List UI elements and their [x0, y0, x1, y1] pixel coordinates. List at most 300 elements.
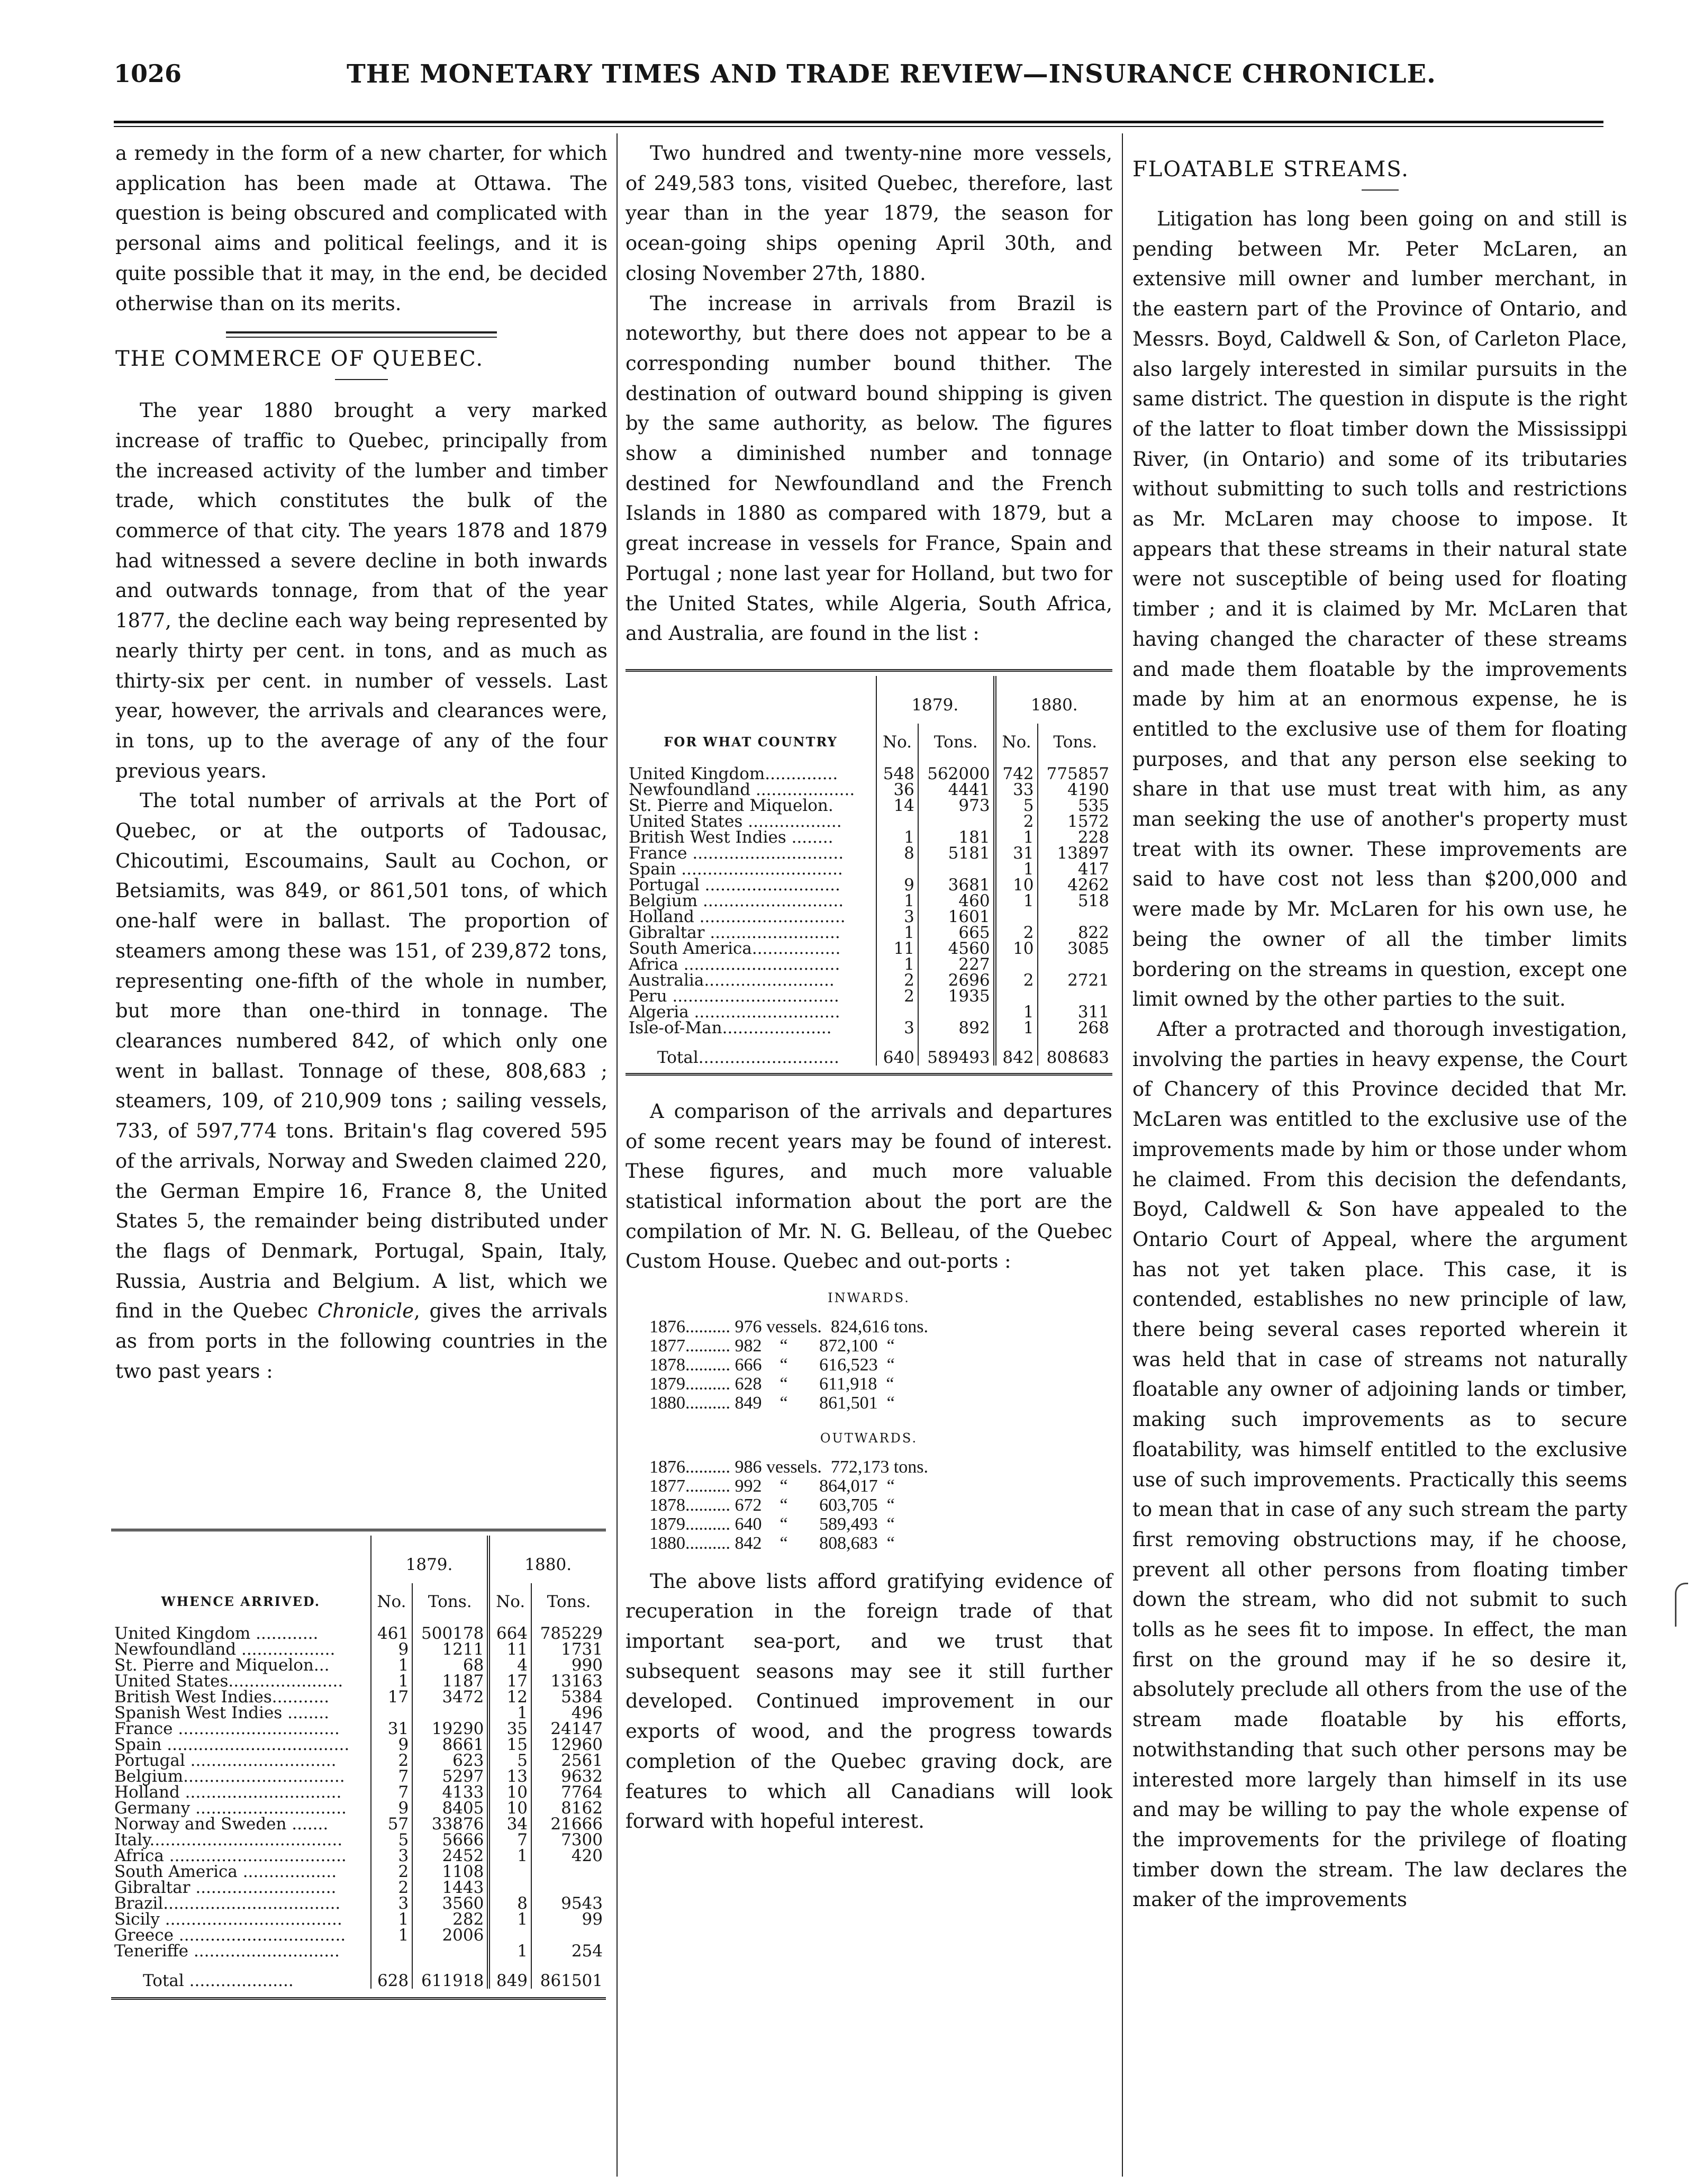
cell-t2: 496 — [531, 1705, 606, 1721]
whence-arrived-label: WHENCE ARRIVED. — [161, 1594, 321, 1609]
cell-t2: 268 — [1038, 1020, 1112, 1036]
cell-n1: 548 — [876, 766, 918, 782]
table-row — [626, 925, 1112, 941]
cell-t1: 2696 — [918, 972, 995, 988]
cell-n2: 35 — [488, 1721, 531, 1737]
cell-n2 — [488, 1927, 531, 1943]
cell-n2: 1 — [995, 893, 1038, 909]
cell-n2: 8 — [488, 1896, 531, 1911]
cell-t1: 665 — [918, 925, 995, 941]
cell-country: Norway and Sweden ....... — [114, 1815, 329, 1834]
cell-t2: 254 — [531, 1943, 606, 1959]
cell-n1: 1 — [371, 1673, 413, 1689]
cell-n2: 12 — [488, 1689, 531, 1705]
cell-n1: 31 — [371, 1721, 413, 1737]
cell-t2: 13163 — [531, 1673, 606, 1689]
cell-n1: 7 — [371, 1768, 413, 1784]
cell-t2 — [1038, 956, 1112, 972]
cell-t2: 1731 — [531, 1641, 606, 1657]
cell-t1: 3560 — [412, 1896, 488, 1911]
table-row — [626, 766, 1112, 782]
margin-bracket-mark — [1675, 1583, 1688, 1627]
tons-header-1879: Tons. — [412, 1583, 488, 1626]
inwards-line: 1880.......... 849 “ 861,501 “ — [649, 1393, 895, 1413]
cell-t2: 518 — [1038, 893, 1112, 909]
cell-n1: 5 — [371, 1832, 413, 1848]
cell-country: Portugal ............................ — [114, 1751, 337, 1770]
cell-n1: 17 — [371, 1689, 413, 1705]
cell-n1: 1 — [371, 1657, 413, 1673]
cell-n2: 2 — [995, 972, 1038, 988]
cell-t1: 1601 — [918, 909, 995, 925]
table-row — [626, 861, 1112, 877]
table-row — [626, 1020, 1112, 1036]
table-row — [111, 1784, 606, 1800]
header-rule — [114, 121, 1603, 123]
table-row — [626, 798, 1112, 814]
cell-t1: 1108 — [412, 1864, 488, 1880]
total-row — [626, 1036, 1112, 1066]
comparison-paragraph: A comparison of the arrivals and departures of some recent years may be found of interest. These figures, and much more valuable statistical information about the port are the compilation of Mr. N. G. Belleau, of the Quebec Custom House. Quebec and out-ports : — [626, 1099, 1112, 1273]
cell-n2: 664 — [488, 1626, 531, 1641]
cell-t2: 21666 — [531, 1816, 606, 1832]
cell-n1: 1 — [876, 893, 918, 909]
cell-n2: 1 — [995, 1004, 1038, 1020]
cell-t1: 892 — [918, 1020, 995, 1036]
cell-n1: 9 — [371, 1800, 413, 1816]
table-bottom-rule — [111, 1997, 606, 2003]
total-label: Total........................... — [657, 1048, 839, 1067]
cell-n1: 461 — [371, 1626, 413, 1641]
cell-n1: 1 — [876, 956, 918, 972]
cell-country: France ............................... — [114, 1719, 340, 1738]
tons-header-1880: Tons. — [531, 1583, 606, 1626]
cell-country: Belgium............................... — [114, 1767, 345, 1786]
cell-t1: 68 — [412, 1657, 488, 1673]
column-2 — [626, 139, 1112, 1837]
cell-t1: 500178 — [412, 1626, 488, 1641]
arrivals-table-body — [111, 1626, 606, 1989]
outwards-line: 1876.......... 986 vessels. 772,173 tons. — [649, 1457, 928, 1477]
cell-t1: 1211 — [412, 1641, 488, 1657]
cell-n1: 3 — [876, 909, 918, 925]
cell-t1: 5297 — [412, 1768, 488, 1784]
cell-t2 — [531, 1927, 606, 1943]
cell-n1: 2 — [876, 988, 918, 1004]
table-row — [111, 1657, 606, 1673]
total-label: Total .................... — [143, 1971, 294, 1990]
cell-country: Brazil.................................. — [114, 1894, 341, 1913]
cell-country: Italy..................................... — [114, 1830, 343, 1849]
cell-country: Gibraltar ......................... — [629, 923, 840, 942]
cell-t1: 562000 — [918, 766, 995, 782]
table-row — [111, 1768, 606, 1784]
table-row — [111, 1705, 606, 1721]
table-row — [111, 1911, 606, 1927]
cell-n2 — [488, 1880, 531, 1896]
cell-n2: 742 — [995, 766, 1038, 782]
cell-n2: 33 — [995, 782, 1038, 798]
cell-t1 — [918, 1004, 995, 1020]
cell-n1 — [371, 1943, 413, 1959]
cell-t2: 7300 — [531, 1832, 606, 1848]
cell-n2: 7 — [488, 1832, 531, 1848]
cell-t1: 181 — [918, 829, 995, 845]
table-row — [111, 1673, 606, 1689]
cell-t2: 7764 — [531, 1784, 606, 1800]
cell-n1: 11 — [876, 941, 918, 956]
cell-n1: 3 — [371, 1896, 413, 1911]
table-row — [626, 988, 1112, 1004]
cell-n1: 57 — [371, 1816, 413, 1832]
floatable-paragraph-2: After a protracted and thorough investigation, involving the parties in heavy expense, the Court of Chancery of this Province decided that Mr. McLaren was entitled to the exclusive use of the improvements made by him or those under whom he claimed. From this decision the defendants, Boyd, Caldwell & Son have appealed to the Ontario Court of Appeal, where the argument has not yet taken place. This case, it is contended, establishes no new principle of law, there being several cases reported wherein it was held that in case of streams not naturally floatable any owner of adjoining lands or timber, making such improvements as to secure floatability, was himself entitled to the exclusive use of such improvements. Practically this seems to mean that in case of any such stream the party first removing obstructions may, if he choose, prevent all other persons from floating timber down the stream, who did not submit to such tolls as he sees fit to impose. In effect, the man first on the ground may if he so desire it, absolutely preclude all others from the use of the stream made floatable by his efforts, notwithstanding that such other persons may be interested more largely than himself in its use and may be willing to pay the whole expense of the improvements for the privilege of floating timber down the stream. The law declares the maker of the improvements — [1132, 1017, 1627, 1911]
table-row — [111, 1626, 606, 1641]
table-row — [111, 1848, 606, 1864]
t2-year-1880-header: 1880. — [995, 676, 1112, 724]
table-row — [626, 909, 1112, 925]
cell-country: Africa .............................. — [629, 954, 840, 974]
table-row — [111, 1689, 606, 1705]
cell-n2: 15 — [488, 1737, 531, 1753]
cell-n2: 1 — [995, 829, 1038, 845]
cell-n2: 13 — [488, 1768, 531, 1784]
cell-n1: 2 — [876, 972, 918, 988]
cell-t1: 4560 — [918, 941, 995, 956]
cell-country: Algeria ............................ — [629, 1002, 840, 1022]
cell-t1: 460 — [918, 893, 995, 909]
table-row — [626, 1004, 1112, 1020]
no-header-1880: No. — [488, 1583, 531, 1626]
cell-country: Teneriffe ............................ — [114, 1942, 340, 1961]
cell-country: Gibraltar ........................... — [114, 1878, 337, 1897]
total-t1: 611918 — [412, 1959, 488, 1989]
outwards-line: 1877.......... 992 “ 864,017 “ — [649, 1476, 895, 1496]
table-row — [111, 1832, 606, 1848]
cell-n1: 1 — [876, 925, 918, 941]
commerce-paragraph-1: The year 1880 brought a very marked increase of traffic to Quebec, principally from the increased activity of the lumber and timber trade, which constitutes the bulk of the commerce of that city. The years 1878 and 1879 had witnessed a severe decline in both inwards and outwards tonnage, from that of the year 1877, the decline each way being represented by nearly thirty per cent. in tons, and as much as thirty-six per cent. in number of vessels. Last year, however, the arrivals and clearances were, in tons, up to the average of any of the four previous years. — [115, 399, 608, 782]
cell-n1: 9 — [371, 1737, 413, 1753]
total-row — [111, 1959, 606, 1989]
table-row — [626, 829, 1112, 845]
closing-paragraph: The above lists afford gratifying evidence of recuperation in the foreign trade of that important sea-port, and we trust that subsequent seasons may see it still further developed. Continued improvement in our exports of wood, and the progress towards completion of the Quebec graving dock, are features to which all Canadians will look forward with hopeful interest. — [626, 1569, 1112, 1833]
cell-n2: 31 — [995, 845, 1038, 861]
table-top-rule — [111, 1529, 606, 1536]
column-3 — [1132, 154, 1627, 1915]
cell-t1: 1935 — [918, 988, 995, 1004]
cell-n1 — [371, 1705, 413, 1721]
table-row — [626, 814, 1112, 829]
cell-country: Spain ............................... — [629, 859, 843, 879]
article-title-floatable: FLOATABLE STREAMS. — [1132, 157, 1409, 182]
table-row — [111, 1864, 606, 1880]
cell-country: Holland .............................. — [114, 1783, 342, 1802]
cell-n1: 1 — [371, 1911, 413, 1927]
cell-n2: 10 — [995, 941, 1038, 956]
cell-country: Africa .................................. — [114, 1846, 347, 1865]
cell-t2: 99 — [531, 1911, 606, 1927]
cell-n1: 2 — [371, 1864, 413, 1880]
cell-country: St. Pierre and Miquelon. — [629, 796, 833, 815]
cell-t1: 623 — [412, 1753, 488, 1768]
cell-t1: 1187 — [412, 1673, 488, 1689]
header-rule-thin — [114, 126, 1603, 127]
outwards-line: 1880.......... 842 “ 808,683 “ — [649, 1533, 895, 1553]
cell-country: France ............................. — [629, 843, 844, 863]
cell-n2: 11 — [488, 1641, 531, 1657]
total-t2: 808683 — [1038, 1036, 1112, 1066]
cell-t1: 2006 — [412, 1927, 488, 1943]
cell-country: Greece ................................ — [114, 1926, 346, 1945]
inwards-line: 1879.......... 628 “ 611,918 “ — [649, 1374, 894, 1394]
destinations-table — [626, 669, 1112, 1079]
cell-t1: 973 — [918, 798, 995, 814]
outwards-line: 1878.......... 672 “ 603,705 “ — [649, 1495, 895, 1515]
cell-n2: 1 — [488, 1848, 531, 1864]
total-n1: 640 — [876, 1036, 918, 1066]
total-t2: 861501 — [531, 1959, 606, 1989]
cell-t2: 3085 — [1038, 941, 1112, 956]
t2-no-header-1880: No. — [995, 724, 1038, 766]
cell-t1: 5181 — [918, 845, 995, 861]
total-n2: 842 — [995, 1036, 1038, 1066]
cell-n1 — [876, 814, 918, 829]
cell-t2: 420 — [531, 1848, 606, 1864]
cell-t1: 8405 — [412, 1800, 488, 1816]
t2-tons-header-1880: Tons. — [1038, 724, 1112, 766]
cell-country: Peru ................................ — [629, 986, 839, 1006]
cell-t2: 990 — [531, 1657, 606, 1673]
arrivals-table — [111, 1529, 606, 2003]
cell-n1: 14 — [876, 798, 918, 814]
cell-n2: 34 — [488, 1816, 531, 1832]
table-row — [626, 956, 1112, 972]
cell-t2: 8162 — [531, 1800, 606, 1816]
cell-n2: 1 — [488, 1943, 531, 1959]
cell-t1: 1443 — [412, 1880, 488, 1896]
cell-n2 — [995, 956, 1038, 972]
table-row — [111, 1737, 606, 1753]
table-row — [111, 1927, 606, 1943]
cell-country: Spanish West Indies ........ — [114, 1703, 329, 1722]
commerce-paragraph-2-end: , gives the arrivals as from ports in the following countries in the two past years : — [115, 1299, 608, 1383]
cell-t1: 3472 — [412, 1689, 488, 1705]
cell-n2: 2 — [995, 925, 1038, 941]
table-row — [111, 1800, 606, 1816]
article-title-commerce: THE COMMERCE OF QUEBEC. — [115, 347, 484, 372]
cell-n1: 9 — [876, 877, 918, 893]
column-divider-2 — [1122, 133, 1123, 2177]
intro-paragraph: a remedy in the form of a new charter, for which application has been made at Ottawa. The question is being obscured and complicated with personal aims and political feelings, and it is quite possible that it may, in the end, be decided otherwise than on its merits. — [115, 142, 608, 315]
cell-n2: 17 — [488, 1673, 531, 1689]
cell-country: Germany ............................. — [114, 1799, 347, 1818]
page-number: 1026 — [114, 59, 182, 88]
cell-t2: 2721 — [1038, 972, 1112, 988]
table-corner — [111, 1536, 371, 1583]
cell-t2: 311 — [1038, 1004, 1112, 1020]
cell-n2: 10 — [488, 1784, 531, 1800]
cell-t1: 4133 — [412, 1784, 488, 1800]
table-row — [111, 1641, 606, 1657]
cell-n2: 10 — [488, 1800, 531, 1816]
cell-country: Spain ................................... — [114, 1735, 350, 1754]
cell-country: South America .................. — [114, 1862, 337, 1881]
table-row — [111, 1721, 606, 1737]
arrivals-data-table — [111, 1536, 606, 1989]
cell-t1: 3681 — [918, 877, 995, 893]
cell-n2 — [488, 1864, 531, 1880]
cell-t1: 5666 — [412, 1832, 488, 1848]
cell-t2: 417 — [1038, 861, 1112, 877]
cell-t2: 9543 — [531, 1896, 606, 1911]
table-row — [626, 941, 1112, 956]
table2-corner — [626, 676, 876, 724]
table-row — [111, 1896, 606, 1911]
vessels-paragraph: Two hundred and twenty-nine more vessels, of 249,583 tons, visited Quebec, therefore, last year than in the year 1879, the season for ocean-going ships opening April 30th, and closing November 27th, 1880. — [626, 142, 1112, 285]
t2-no-header-1879: No. — [876, 724, 918, 766]
cell-t2: 775857 — [1038, 766, 1112, 782]
cell-n2: 1 — [995, 861, 1038, 877]
cell-n1: 7 — [371, 1784, 413, 1800]
cell-t1: 19290 — [412, 1721, 488, 1737]
cell-t2: 12960 — [531, 1737, 606, 1753]
cell-n2 — [995, 909, 1038, 925]
total-n2: 849 — [488, 1959, 531, 1989]
cell-country: Belgium ........................... — [629, 891, 844, 910]
cell-n1: 8 — [876, 845, 918, 861]
section-divider — [226, 331, 497, 338]
cell-n2: 1 — [488, 1705, 531, 1721]
for-what-country-label: FOR WHAT COUNTRY — [664, 734, 838, 750]
cell-t1 — [412, 1943, 488, 1959]
table2-bottom-rule — [626, 1073, 1112, 1079]
commerce-paragraph-2 — [115, 786, 608, 1386]
cell-t1: 4441 — [918, 782, 995, 798]
cell-t1 — [412, 1705, 488, 1721]
table-row — [626, 782, 1112, 798]
cell-country: United States .................. — [629, 811, 842, 831]
floatable-paragraph-1: Litigation has long been going on and still is pending between Mr. Peter McLaren, an extensive mill owner and lumber merchant, in the eastern part of the Province of Ontario, and Messrs. Boyd, Caldwell & Son, of Carleton Place, also largely interested in similar pursuits in the same district. The question in dispute is the right of the latter to float timber down the Mississippi River, (in Ontario) and some of its tributaries without submitting to such tolls and restrictions as Mr. McLaren may choose to impose. It appears that these streams in their natural state were not susceptible of being used for floating timber ; and it is claimed by Mr. McLaren that having changed the character of these streams and made them floatable by the improvements made by him at an enormous expense, he is entitled to the exclusive use of them for floating purposes, and that any person else seeking to share in that use must treat with him, as any man seeking the use of another's property must treat with its owner. These improvements are said to have cost not less than $200,000 and were made by Mr. McLaren for his own use, he being the owner of all the timber limits bordering on the streams in question, except one limit owned by the other parties to the suit. — [1132, 207, 1627, 1011]
cell-t1 — [918, 861, 995, 877]
running-title: THE MONETARY TIMES AND TRADE REVIEW—INSURANCE CHRONICLE. — [347, 59, 1436, 89]
table-row — [111, 1753, 606, 1768]
cell-n1: 3 — [876, 1020, 918, 1036]
cell-t2: 785229 — [531, 1626, 606, 1641]
cell-t2 — [1038, 988, 1112, 1004]
cell-t2: 228 — [1038, 829, 1112, 845]
inwards-label: INWARDS. — [828, 1290, 910, 1306]
column-divider-1 — [617, 133, 618, 2177]
title-rule-3 — [1362, 189, 1399, 191]
table-row — [111, 1943, 606, 1959]
cell-n2: 2 — [995, 814, 1038, 829]
cell-country: Portugal .......................... — [629, 875, 840, 895]
t2-year-1879-header: 1879. — [876, 676, 994, 724]
cell-n1 — [876, 1004, 918, 1020]
cell-country: United States...................... — [114, 1672, 343, 1691]
cell-n2: 1 — [995, 1020, 1038, 1036]
cell-country: United Kingdom.............. — [629, 764, 838, 783]
cell-t1: 8661 — [412, 1737, 488, 1753]
cell-t2: 4262 — [1038, 877, 1112, 893]
table-row — [111, 1880, 606, 1896]
cell-n2: 1 — [488, 1911, 531, 1927]
inwards-line: 1878.......... 666 “ 616,523 “ — [649, 1355, 895, 1375]
table-row — [626, 845, 1112, 861]
cell-n1: 2 — [371, 1753, 413, 1768]
destinations-data-table — [626, 676, 1112, 1066]
cell-n2: 4 — [488, 1657, 531, 1673]
cell-country: Holland ............................ — [629, 907, 846, 926]
cell-t2: 24147 — [531, 1721, 606, 1737]
outwards-list — [626, 1458, 1112, 1553]
cell-country: South America................. — [629, 938, 841, 958]
cell-country: Australia......................... — [629, 970, 835, 990]
no-header-1879: No. — [371, 1583, 413, 1626]
inwards-line: 1876.......... 976 vessels. 824,616 tons. — [649, 1316, 928, 1337]
table-row — [111, 1816, 606, 1832]
cell-t2: 822 — [1038, 925, 1112, 941]
cell-n2: 10 — [995, 877, 1038, 893]
cell-country: Isle-of-Man..................... — [629, 1018, 832, 1037]
cell-n1: 1 — [371, 1927, 413, 1943]
cell-n1: 9 — [371, 1641, 413, 1657]
cell-country: United Kingdom ............ — [114, 1624, 319, 1643]
cell-country: Newfoundland ................... — [629, 780, 855, 799]
cell-n1: 1 — [876, 829, 918, 845]
inwards-list — [626, 1317, 1112, 1413]
cell-country: Sicily .................................. — [114, 1910, 342, 1929]
cell-t2: 4190 — [1038, 782, 1112, 798]
cell-n2 — [995, 988, 1038, 1004]
year-1879-header: 1879. — [371, 1536, 489, 1583]
brazil-paragraph: The increase in arrivals from Brazil is noteworthy, but there does not appear to be a corresponding number bound thither. The destination of outward bound shipping is given by the same authority, as below. The figures show a diminished number and tonnage destined for Newfoundland and the French Islands in 1880 as compared with 1879, but a great increase in vessels for France, Spain and Portugal ; none last year for Holland, but two for the United States, while Algeria, South Africa, and Australia, are found in the list : — [626, 292, 1112, 645]
cell-t2: 9632 — [531, 1768, 606, 1784]
cell-country: British West Indies ........ — [629, 827, 833, 847]
cell-t1: 2452 — [412, 1848, 488, 1864]
cell-t2 — [531, 1864, 606, 1880]
chronicle-title: Chronicle — [317, 1299, 414, 1323]
commerce-paragraph-2-text: The total number of arrivals at the Port of Quebec, or at the outports of Tadousac, Chicoutimi, Escoumains, Sault au Cochon, or Betsiamits, was 849, or 861,501 tons, of which one-half were in ballast. The proportion of steamers among these was 151, of 239,872 tons, representing one-fifth of the whole in number, but more than one-third in tonnage. The clearances numbered 842, of which only one went in ballast. Tonnage of these, 808,683 ; steamers, 109, of 210,909 tons ; sailing vessels, 733, of 597,774 tons. Britain's flag covered 595 of the arrivals, Norway and Sweden claimed 220, the German Empire 16, France 8, the United States 5, the remainder being distributed under the flags of Denmark, Portugal, Spain, Italy, Russia, Austria and Belgium. A list, which we find in the Quebec — [115, 789, 608, 1323]
cell-n1 — [876, 861, 918, 877]
cell-t2: 535 — [1038, 798, 1112, 814]
cell-t2: 2561 — [531, 1753, 606, 1768]
outwards-line: 1879.......... 640 “ 589,493 “ — [649, 1514, 895, 1534]
cell-country: Newfoundland .................. — [114, 1640, 336, 1659]
page-header — [114, 53, 1603, 101]
table-row — [626, 877, 1112, 893]
cell-t1: 282 — [412, 1911, 488, 1927]
t2-tons-header-1879: Tons. — [918, 724, 995, 766]
table-row — [626, 972, 1112, 988]
cell-t1: 33876 — [412, 1816, 488, 1832]
cell-t1: 227 — [918, 956, 995, 972]
cell-n1: 2 — [371, 1880, 413, 1896]
cell-t2 — [531, 1880, 606, 1896]
cell-t2: 1572 — [1038, 814, 1112, 829]
year-1880-header: 1880. — [488, 1536, 606, 1583]
cell-n1: 3 — [371, 1848, 413, 1864]
cell-n2: 5 — [488, 1753, 531, 1768]
table-row — [626, 893, 1112, 909]
cell-t2: 13897 — [1038, 845, 1112, 861]
cell-n2: 5 — [995, 798, 1038, 814]
destinations-table-body — [626, 766, 1112, 1066]
title-rule — [335, 379, 388, 380]
cell-country: St. Pierre and Miquelon... — [114, 1656, 330, 1675]
cell-country: British West Indies........... — [114, 1687, 330, 1707]
inwards-line: 1877.......... 982 “ 872,100 “ — [649, 1335, 895, 1356]
total-t1: 589493 — [918, 1036, 995, 1066]
